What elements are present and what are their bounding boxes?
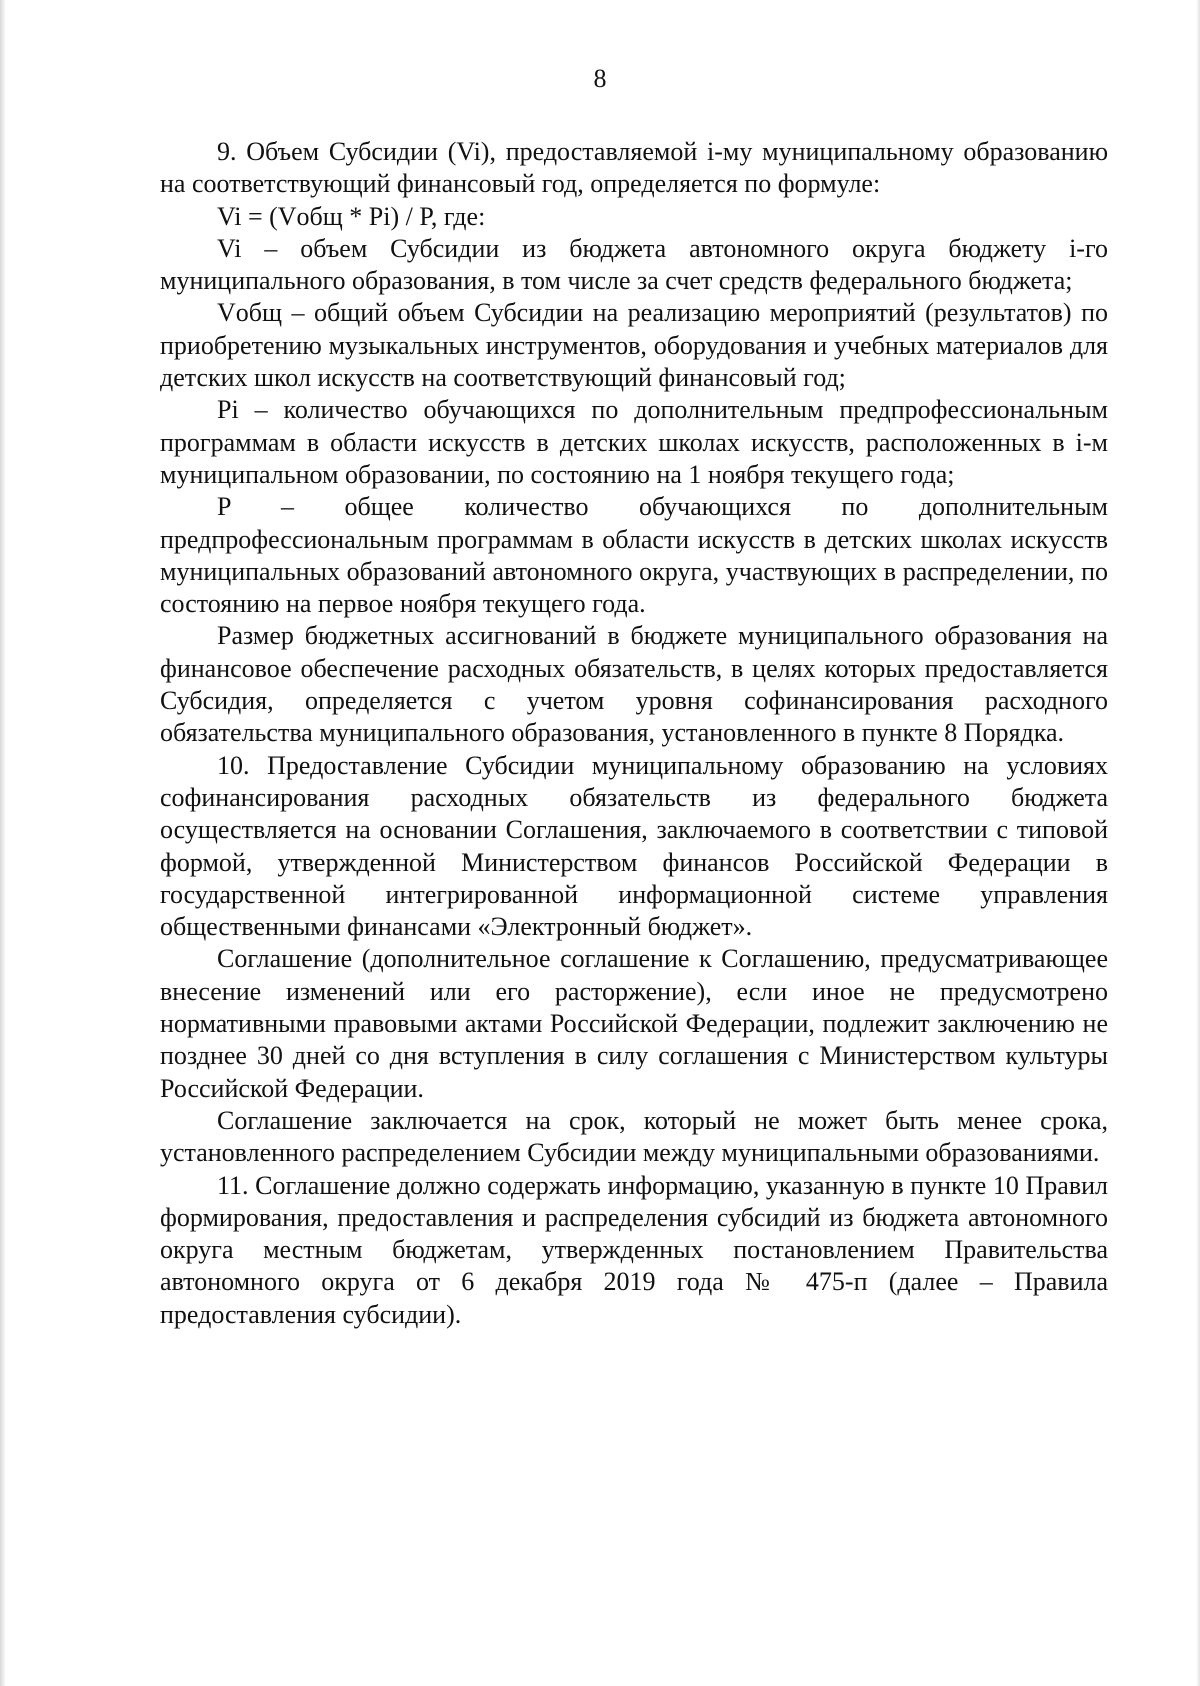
definition-vi: Vi – объем Субсидии из бюджета автономного округа бюджету i-го муниципального образования, в том числе за счет средств федерального бюджета;: [160, 233, 1108, 296]
definition-vobsh: Vобщ – общий объем Субсидии на реализацию мероприятий (результатов) по приобретению музыкальных инструментов, оборудования и учебных материалов для детских школ искусств на соответствующий финансовый год;: [160, 298, 1108, 393]
definition-p: P – общее количество обучающихся по дополнительным предпрофессиональным программам в области искусств в детских школах искусств муниципальных образований автономного округа, участвующих в распределении, по состоянию на первое ноября текущего года.: [160, 492, 1108, 619]
paragraph-budget-size: Размер бюджетных ассигнований в бюджете муниципального образования на финансовое обеспечение расходных обязательств, в целях которых предоставляется Субсидия, определяется с учетом уровня софинансирования расходного обязательства муниципального образования, установленного в пункте 8 Порядка.: [160, 621, 1108, 748]
paragraph-agreement-term: Соглашение (дополнительное соглашение к Соглашению, предусматривающее внесение изменений или его расторжение), если иное не предусмотрено нормативными правовыми актами Российской Федерации, подлежит заключению не позднее 30 дней со дня вступления в силу соглашения с Министерством культуры Российской Федерации.: [160, 944, 1108, 1103]
paragraph-agreement-duration: Соглашение заключается на срок, который не может быть менее срока, установленного распределением Субсидии между муниципальными образованиями.: [160, 1105, 1108, 1168]
document-body: [160, 136, 1108, 1331]
formula-line: Vi = (Vобщ * Pi) / P, где:: [217, 201, 486, 231]
paragraph-9-volume: 9. Объем Субсидии (Vi), предоставляемой i-му муниципальному образованию на соответствующий финансовый год, определяется по формуле:: [160, 137, 1108, 199]
paragraph-10-provision: 10. Предоставление Субсидии муниципальному образованию на условиях софинансирования расходных обязательств из федерального бюджета осуществляется на основании Соглашения, заключаемого в соответствии с типовой формой, утвержденной Министерством финансов Российской Федерации в государственной интегрированной информационной системе управления общественными финансами «Электронный бюджет».: [160, 750, 1108, 942]
scan-edge-left: [0, 0, 6, 1686]
definition-pi: Pi – количество обучающихся по дополнительным предпрофессиональным программам в области искусств в детских школах искусств, расположенных в i-м муниципальном образовании, по состоянию на 1 ноября текущего года;: [160, 395, 1108, 489]
scan-edge-right: [1196, 0, 1200, 1686]
page-number: 8: [593, 64, 607, 93]
paragraph-11-content: 11. Соглашение должно содержать информацию, указанную в пункте 10 Правил формирования, предоставления и распределения субсидий из бюджета автономного округа местным бюджетам, утвержденных постановлением Правительства автономного округа от 6 декабря 2019 года № 475-п (далее – Правила предоставления субсидии).: [160, 1170, 1108, 1329]
